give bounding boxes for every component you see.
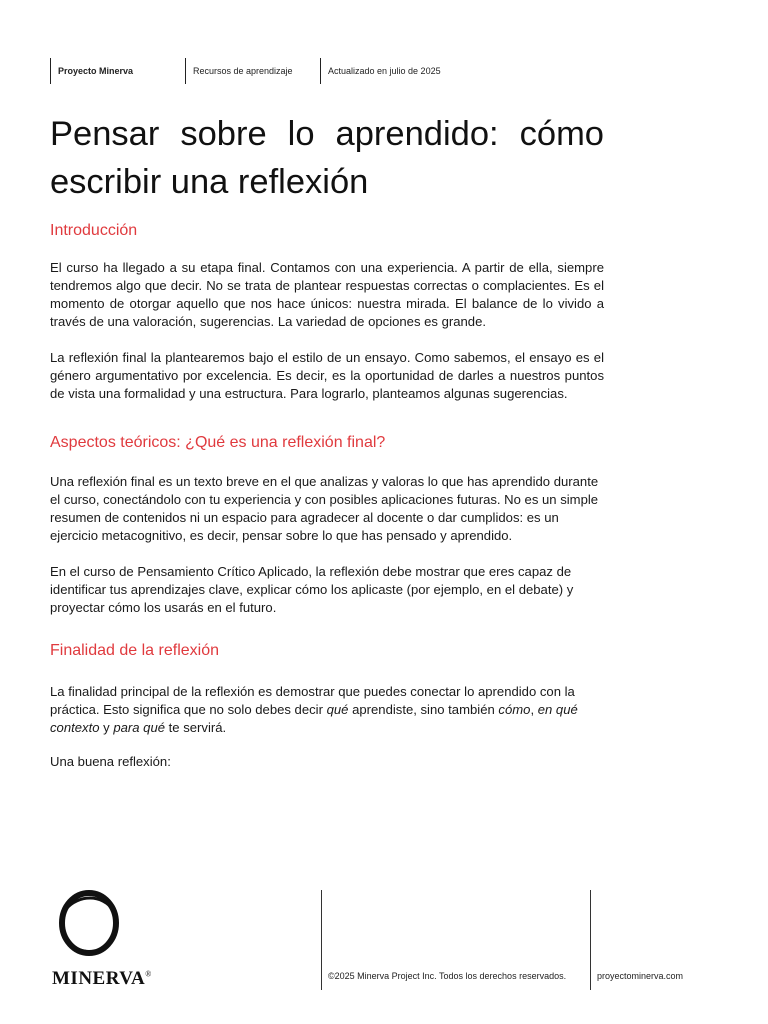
paragraph-finalidad-1: La finalidad principal de la reflexión es demostrar que puedes conectar lo aprendido con la práctica. Esto significa que no solo debes decir qué aprendiste, sino también cómo, en qué contexto y para qué te servirá. xyxy=(50,684,578,735)
footer-divider xyxy=(321,890,322,990)
footer-copyright: ©2025 Minerva Project Inc. Todos los derechos reservados. xyxy=(328,971,567,981)
page-footer xyxy=(0,880,768,990)
paragraph-intro-2: La reflexión final la plantearemos bajo el estilo de un ensayo. Como sabemos, el ensayo es el género argumentativo por excelencia. Es decir, es la oportunidad de darles a nuestros puntos de vista una formalidad y una estructura. Para lograrlo, planteamos algunas sugerencias. xyxy=(50,350,604,401)
footer-website-link[interactable]: proyectominerva.com xyxy=(597,971,684,981)
minerva-logo xyxy=(50,885,170,990)
page-title: Pensar sobre lo aprendido: cómo escribir una reflexión xyxy=(50,115,604,201)
heading-aspectos-teoricos: Aspectos teóricos: ¿Qué es una reflexión final? xyxy=(50,434,386,451)
page-header xyxy=(0,58,768,84)
paragraph-aspectos-2: En el curso de Pensamiento Crítico Aplicado, la reflexión debe mostrar que eres capaz de identificar tus aprendizajes clave, explicar cómo los aplicaste (por ejemplo, en el debate) y proyectar cómo los usarás en el futuro. xyxy=(50,564,574,615)
header-section: Recursos de aprendizaje xyxy=(185,58,293,84)
logo-wordmark: MINERVA® xyxy=(52,968,152,989)
header-org: Proyecto Minerva xyxy=(50,58,133,84)
footer-divider xyxy=(590,890,591,990)
header-updated: Actualizado en julio de 2025 xyxy=(320,58,441,84)
heading-introduccion: Introducción xyxy=(50,222,138,239)
paragraph-finalidad-2: Una buena reflexión: xyxy=(50,754,171,769)
minerva-ring-icon xyxy=(56,885,122,963)
heading-finalidad: Finalidad de la reflexión xyxy=(50,642,219,659)
paragraph-aspectos-1: Una reflexión final es un texto breve en el que analizas y valoras lo que has aprendido durante el curso, conectándolo con tu experiencia y con posibles aplicaciones futuras. No es un simple resumen de contenidos ni un espacio para agradecer al docente o dar cumplidos: es un ejercicio metacognitivo, es decir, pensar sobre lo que has pensado y aprendido. xyxy=(50,474,599,543)
document-body xyxy=(50,110,604,771)
paragraph-intro-1: El curso ha llegado a su etapa final. Contamos con una experiencia. A partir de ella, siempre tendremos algo que decir. No se trata de plantear respuestas correctas o complacientes. Es el momento de otorgar aquello que nos hace únicos: nuestra mirada. El balance de lo vivido a través de una valoración, sugerencias. La variedad de opciones es grande. xyxy=(50,260,604,329)
